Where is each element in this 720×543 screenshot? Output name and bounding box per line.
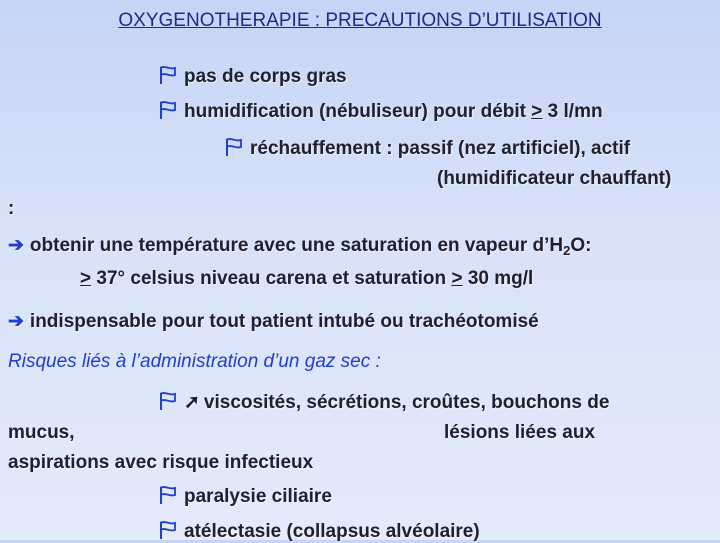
right-arrow-icon: ➔ [8,235,24,256]
arrow-item-temperature-line2 [80,268,533,290]
greater-equal-sign: > [80,268,92,289]
flag-bullet-icon [158,392,178,410]
flag-bullet-icon [224,138,244,156]
bullet-text: pas de corps gras [184,66,347,87]
arrow-text-part1: obtenir une température avec une saturation en vapeur d’H [29,235,564,256]
greater-equal-sign: > [451,268,463,289]
flag-bullet-icon [158,486,178,504]
risk-text: paralysie ciliaire [184,486,332,507]
up-right-arrow-icon: ➚ [184,392,200,413]
arrow-item-temperature [8,234,591,258]
risk-item-viscosity-line3: aspirations avec risque infectieux [8,452,314,473]
subscript-2: 2 [563,243,571,258]
page-title: OXYGENOTHERAPIE : PRECAUTIONS D’UTILISATION [118,10,602,31]
bullet-value: 3 l/mn [547,101,603,122]
arrow-text: indispensable pour tout patient intubé ou trachéotomisé [29,311,539,332]
arrow-item-intubated [8,310,539,333]
risk-item-viscosity-mucus: mucus, [8,422,75,443]
flag-bullet-icon [158,101,178,119]
bullet-heating-continued: (humidificateur chauffant) [437,168,672,189]
risks-heading: Risques liés à l’administration d’un gaz sec : [8,351,381,372]
bullet-humidification [158,101,603,123]
risk-text: viscosités, sécrétions, croûtes, bouchons de [203,392,610,413]
greater-equal-sign: > [531,101,543,122]
risk-item-viscosity-lesions: lésions liées aux [444,422,596,443]
risk-item-viscosity [158,391,609,414]
arrow-text-part2: O: [570,235,592,256]
right-arrow-icon: ➔ [8,311,24,332]
arrow-line2-mid: 37° celsius niveau carena et saturation [96,268,447,289]
flag-bullet-icon [158,521,178,539]
bullet-heating [224,138,630,160]
flag-bullet-icon [158,66,178,84]
risk-item-ciliary [158,486,332,508]
bullet-text: humidification (nébuliseur) pour débit [184,101,526,122]
colon-text: : [8,198,15,219]
bullet-text: réchauffement : passif (nez artificiel), actif [250,138,631,159]
risk-text: atélectasie (collapsus alvéolaire) [184,521,480,542]
arrow-line2-tail: 30 mg/l [467,268,534,289]
bullet-no-grease [158,66,347,88]
